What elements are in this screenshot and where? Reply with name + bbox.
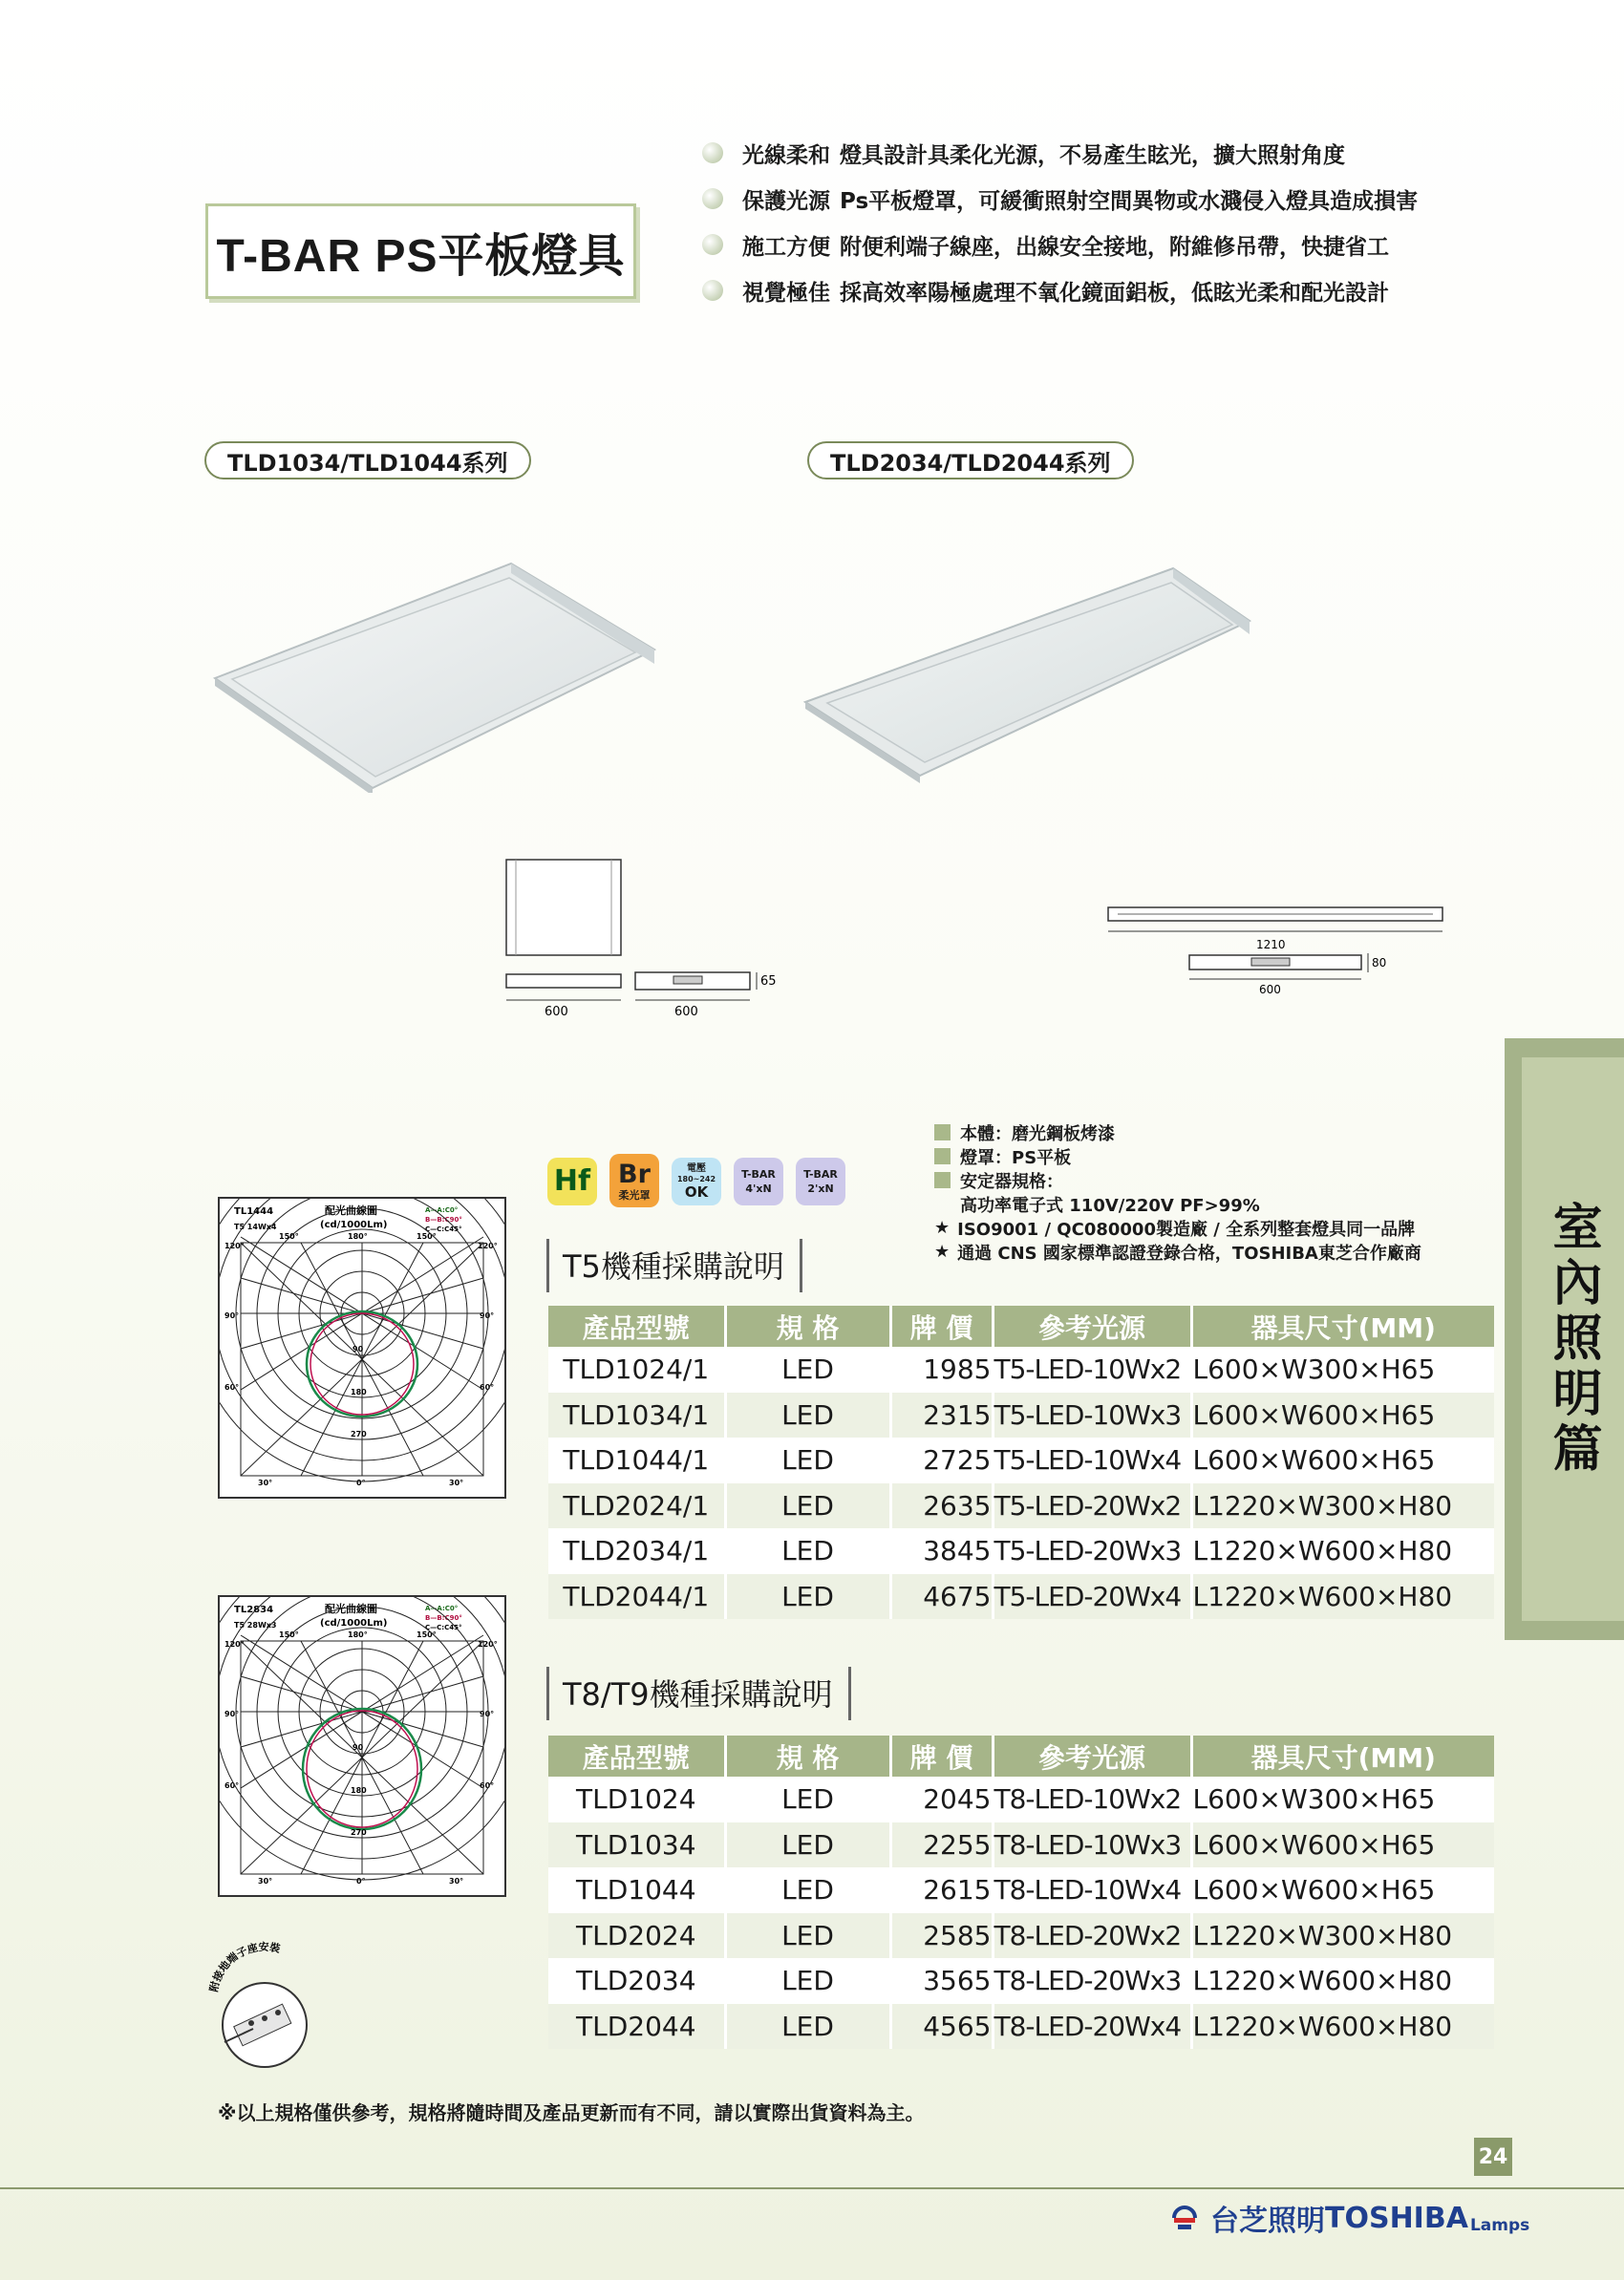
square-bullet-icon bbox=[934, 1148, 951, 1164]
cell-model: TLD2034/1 bbox=[548, 1528, 725, 1574]
spec-cover: 燈罩：PS平板 bbox=[960, 1147, 1072, 1168]
dim-width: 600 bbox=[1259, 983, 1281, 996]
cell-source: T8-LED-10Wx4 bbox=[993, 1867, 1191, 1913]
polar-angle: 180° bbox=[348, 1630, 368, 1639]
table-row bbox=[548, 1483, 1494, 1529]
square-bullet-icon bbox=[934, 1124, 951, 1140]
polar-title: 配光曲線圖 bbox=[325, 1204, 377, 1217]
table-row bbox=[548, 1822, 1494, 1868]
spec-cert-2: 通過 CNS 國家標準認證登錄合格，TOSHIBA東芝合作廠商 bbox=[957, 1243, 1421, 1264]
voltage-badge-top: 電壓 bbox=[687, 1162, 706, 1174]
feature-key: 保護光源 bbox=[742, 188, 830, 214]
voltage-badge-ok: OK bbox=[684, 1183, 709, 1201]
hf-badge-label: Hf bbox=[553, 1164, 591, 1198]
polar-angle: 0° bbox=[356, 1877, 366, 1886]
cell-spec: LED bbox=[725, 1777, 890, 1822]
polar-lamp: T5 14Wx4 bbox=[234, 1223, 277, 1231]
polar-angle: 150° bbox=[417, 1232, 437, 1241]
cell-model: TLD2024 bbox=[548, 1913, 725, 1959]
polar-angle: 0° bbox=[356, 1479, 366, 1487]
cell-source: T5-LED-10Wx4 bbox=[993, 1438, 1191, 1483]
polar-radius: 180 bbox=[351, 1388, 367, 1396]
col-header-model: 產品型號 bbox=[548, 1736, 725, 1777]
cell-source: T5-LED-10Wx2 bbox=[993, 1347, 1191, 1393]
tbar-4xn-badge bbox=[734, 1158, 783, 1205]
polar-angle: 150° bbox=[279, 1232, 299, 1241]
cell-price: 3845 bbox=[890, 1528, 993, 1574]
polar-angle: 30° bbox=[449, 1479, 464, 1487]
polar-unit: (cd/1000Lm) bbox=[320, 1618, 388, 1629]
polar-legend-b: B—B:C90° bbox=[425, 1216, 462, 1224]
polar-legend-b: B—B:C90° bbox=[425, 1614, 462, 1622]
tbar-2xn-badge bbox=[796, 1158, 845, 1205]
brand-name-en: TOSHIBA bbox=[1325, 2201, 1468, 2235]
cell-model: TLD2024/1 bbox=[548, 1483, 725, 1529]
br-badge-sub: 柔光罩 bbox=[618, 1188, 651, 1202]
cell-source: T8-LED-10Wx3 bbox=[993, 1822, 1191, 1868]
cell-spec: LED bbox=[725, 1528, 890, 1574]
spec-notes bbox=[934, 1120, 1421, 1264]
tbar-badge-top: T-BAR bbox=[741, 1168, 776, 1181]
feature-key: 光線柔和 bbox=[742, 142, 830, 168]
col-header-source: 參考光源 bbox=[993, 1306, 1191, 1347]
star-icon: ★ bbox=[934, 1242, 951, 1262]
cell-price: 2255 bbox=[890, 1822, 993, 1868]
cell-size: L1220×W300×H80 bbox=[1191, 1913, 1494, 1959]
cell-model: TLD1034 bbox=[548, 1822, 725, 1868]
polar-angle: 60° bbox=[224, 1383, 240, 1392]
br-badge bbox=[609, 1154, 659, 1207]
feature-item bbox=[702, 176, 1543, 222]
terminal-label: 附接地端子座安裝 bbox=[207, 1940, 282, 1993]
terminal-block-illustration bbox=[196, 1929, 334, 2073]
polar-grid bbox=[220, 1199, 504, 1481]
polar-angle: 90° bbox=[224, 1710, 240, 1718]
cell-price: 3565 bbox=[890, 1958, 993, 2004]
polar-angle: 150° bbox=[279, 1630, 299, 1639]
cell-price: 1985 bbox=[890, 1347, 993, 1393]
dimension-drawing-right bbox=[1099, 898, 1452, 1003]
polar-model: TL1444 bbox=[234, 1206, 274, 1217]
feature-list bbox=[702, 130, 1543, 313]
table-row bbox=[548, 2004, 1494, 2050]
tbar-badge-top: T-BAR bbox=[803, 1168, 838, 1181]
table-row bbox=[548, 1393, 1494, 1438]
cell-spec: LED bbox=[725, 2004, 890, 2050]
polar-angle: 60° bbox=[224, 1781, 240, 1790]
voltage-badge-range: 180~242 bbox=[676, 1174, 716, 1183]
feature-key: 視覺極佳 bbox=[742, 280, 830, 306]
polar-chart-1 bbox=[218, 1197, 506, 1499]
polar-angle: 30° bbox=[258, 1877, 273, 1886]
page-title: T-BAR PS平板燈具 bbox=[205, 203, 636, 299]
tbar-badge-bottom: 4'xN bbox=[745, 1183, 772, 1195]
feature-text: 燈具設計具柔化光源，不易產生眩光，擴大照射角度 bbox=[840, 142, 1345, 168]
spec-ballast: 安定器規格： bbox=[960, 1171, 1063, 1192]
footer-divider bbox=[0, 2187, 1624, 2189]
cell-price: 2725 bbox=[890, 1438, 993, 1483]
cell-spec: LED bbox=[725, 1574, 890, 1620]
polar-legend-a: A—A:C0° bbox=[425, 1206, 459, 1214]
cell-price: 2615 bbox=[890, 1867, 993, 1913]
cell-model: TLD1044 bbox=[548, 1867, 725, 1913]
spec-body: 本體：磨光鋼板烤漆 bbox=[960, 1123, 1115, 1144]
col-header-model: 產品型號 bbox=[548, 1306, 725, 1347]
cell-size: L600×W600×H65 bbox=[1191, 1822, 1494, 1868]
table-header-row bbox=[548, 1306, 1494, 1347]
cell-price: 4565 bbox=[890, 2004, 993, 2050]
cell-spec: LED bbox=[725, 1483, 890, 1529]
polar-chart-2 bbox=[218, 1595, 506, 1897]
col-header-price: 牌 價 bbox=[890, 1306, 993, 1347]
bullet-icon bbox=[702, 188, 723, 209]
col-header-spec: 規 格 bbox=[725, 1306, 890, 1347]
cell-size: L1220×W300×H80 bbox=[1191, 1483, 1494, 1529]
polar-title: 配光曲線圖 bbox=[325, 1603, 377, 1615]
br-badge-label: Br bbox=[618, 1159, 651, 1189]
feature-item bbox=[702, 130, 1543, 176]
brand-suffix: Lamps bbox=[1469, 2216, 1530, 2235]
cell-model: TLD1024/1 bbox=[548, 1347, 725, 1393]
spec-ballast-detail: 高功率電子式 110V/220V PF>99% bbox=[960, 1195, 1260, 1216]
table-row bbox=[548, 1777, 1494, 1822]
t8-section-heading: T8/T9機種採購說明 bbox=[546, 1667, 851, 1720]
col-header-size: 器具尺寸(MM) bbox=[1191, 1306, 1494, 1347]
dim-height: 80 bbox=[1372, 956, 1387, 970]
cell-size: L1220×W600×H80 bbox=[1191, 1958, 1494, 2004]
polar-radius: 270 bbox=[351, 1430, 367, 1438]
dim-length: 1210 bbox=[1256, 938, 1286, 951]
polar-angle: 60° bbox=[480, 1781, 495, 1790]
dim-height: 65 bbox=[760, 974, 777, 989]
cell-size: L1220×W600×H80 bbox=[1191, 2004, 1494, 2050]
cell-spec: LED bbox=[725, 1822, 890, 1868]
cell-size: L600×W300×H65 bbox=[1191, 1777, 1494, 1822]
polar-angle: 150° bbox=[417, 1630, 437, 1639]
hf-badge bbox=[547, 1158, 597, 1205]
feature-item bbox=[702, 222, 1543, 267]
cell-model: TLD2044/1 bbox=[548, 1574, 725, 1620]
cell-model: TLD1044/1 bbox=[548, 1438, 725, 1483]
polar-angle: 90° bbox=[480, 1311, 495, 1320]
polar-radius: 90 bbox=[353, 1743, 364, 1752]
polar-grid bbox=[220, 1597, 504, 1880]
spec-cert-1: ISO9001 / QC080000製造廠 / 全系列整套燈具同一品牌 bbox=[957, 1219, 1416, 1240]
table-row bbox=[548, 1438, 1494, 1483]
col-header-size: 器具尺寸(MM) bbox=[1191, 1736, 1494, 1777]
square-bullet-icon bbox=[934, 1172, 951, 1188]
series-label-right: TLD2034/TLD2044系列 bbox=[807, 441, 1134, 479]
polar-angle: 30° bbox=[449, 1877, 464, 1886]
cell-model: TLD2044 bbox=[548, 2004, 725, 2050]
cell-spec: LED bbox=[725, 1867, 890, 1913]
voltage-badge bbox=[672, 1158, 721, 1205]
cell-price: 2585 bbox=[890, 1913, 993, 1959]
brand-mark-icon bbox=[1170, 2204, 1205, 2232]
section-side-tab bbox=[1505, 1038, 1624, 1640]
polar-angle: 90° bbox=[224, 1311, 240, 1320]
col-header-price: 牌 價 bbox=[890, 1736, 993, 1777]
polar-angle: 120° bbox=[478, 1640, 498, 1649]
cell-spec: LED bbox=[725, 1913, 890, 1959]
polar-radius: 270 bbox=[351, 1828, 367, 1837]
dim-width-2: 600 bbox=[674, 1005, 698, 1019]
cell-source: T8-LED-20Wx2 bbox=[993, 1913, 1191, 1959]
t8-spec-table bbox=[548, 1736, 1494, 2049]
bullet-icon bbox=[702, 142, 723, 163]
cell-size: L600×W600×H65 bbox=[1191, 1438, 1494, 1483]
cell-spec: LED bbox=[725, 1958, 890, 2004]
cell-source: T8-LED-20Wx4 bbox=[993, 2004, 1191, 2050]
product-image-square-panel bbox=[196, 559, 664, 793]
cell-source: T8-LED-10Wx2 bbox=[993, 1777, 1191, 1822]
cell-source: T5-LED-20Wx3 bbox=[993, 1528, 1191, 1574]
cell-size: L1220×W600×H80 bbox=[1191, 1528, 1494, 1574]
cell-source: T5-LED-20Wx2 bbox=[993, 1483, 1191, 1529]
cell-source: T5-LED-20Wx4 bbox=[993, 1574, 1191, 1620]
dim-width-1: 600 bbox=[545, 1005, 568, 1019]
cell-model: TLD1024 bbox=[548, 1777, 725, 1822]
cell-price: 4675 bbox=[890, 1574, 993, 1620]
cell-price: 2635 bbox=[890, 1483, 993, 1529]
cell-price: 2045 bbox=[890, 1777, 993, 1822]
cell-size: L1220×W600×H80 bbox=[1191, 1574, 1494, 1620]
tbar-badge-bottom: 2'xN bbox=[807, 1183, 834, 1195]
feature-text: Ps平板燈罩，可緩衝照射空間異物或水濺侵入燈具造成損害 bbox=[840, 188, 1419, 214]
side-tab-label: 室內照明篇 bbox=[1544, 1201, 1601, 1478]
col-header-source: 參考光源 bbox=[993, 1736, 1191, 1777]
col-header-spec: 規 格 bbox=[725, 1736, 890, 1777]
table-row bbox=[548, 1867, 1494, 1913]
bullet-icon bbox=[702, 280, 723, 301]
polar-angle: 180° bbox=[348, 1232, 368, 1241]
cell-size: L600×W600×H65 bbox=[1191, 1867, 1494, 1913]
t5-spec-table bbox=[548, 1306, 1494, 1619]
polar-angle: 60° bbox=[480, 1383, 495, 1392]
disclaimer-note: ※以上規格僅供參考，規格將隨時間及產品更新而有不同，請以實際出貨資料為主。 bbox=[218, 2101, 925, 2124]
brand-name-cn: 台芝照明 bbox=[1210, 2205, 1325, 2238]
product-image-rect-panel bbox=[801, 564, 1259, 783]
feature-item bbox=[702, 267, 1543, 313]
table-row bbox=[548, 1574, 1494, 1620]
polar-legend-c: C—C:C45° bbox=[425, 1225, 462, 1233]
page-number: 24 bbox=[1474, 2138, 1512, 2176]
polar-unit: (cd/1000Lm) bbox=[320, 1220, 388, 1230]
polar-model: TL2834 bbox=[234, 1605, 274, 1615]
table-row bbox=[548, 1528, 1494, 1574]
cell-model: TLD2034 bbox=[548, 1958, 725, 2004]
dimension-drawing-left bbox=[497, 855, 783, 1027]
polar-angle: 30° bbox=[258, 1479, 273, 1487]
cell-source: T8-LED-20Wx3 bbox=[993, 1958, 1191, 2004]
series-label-left: TLD1034/TLD1044系列 bbox=[204, 441, 531, 479]
polar-angle: 120° bbox=[224, 1640, 245, 1649]
table-header-row bbox=[548, 1736, 1494, 1777]
cell-price: 2315 bbox=[890, 1393, 993, 1438]
cell-size: L600×W600×H65 bbox=[1191, 1393, 1494, 1438]
star-icon: ★ bbox=[934, 1218, 951, 1238]
table-row bbox=[548, 1958, 1494, 2004]
polar-angle: 90° bbox=[480, 1710, 495, 1718]
polar-legend-c: C—C:C45° bbox=[425, 1624, 462, 1631]
polar-radius: 90 bbox=[353, 1345, 364, 1353]
t5-section-heading: T5機種採購說明 bbox=[546, 1239, 802, 1292]
feature-text: 採高效率陽極處理不氧化鏡面鋁板，低眩光柔和配光設計 bbox=[840, 280, 1389, 306]
feature-key: 施工方便 bbox=[742, 234, 830, 260]
polar-radius: 180 bbox=[351, 1786, 367, 1795]
cell-source: T5-LED-10Wx3 bbox=[993, 1393, 1191, 1438]
bullet-icon bbox=[702, 234, 723, 255]
table-row bbox=[548, 1347, 1494, 1393]
table-row bbox=[548, 1913, 1494, 1959]
cell-spec: LED bbox=[725, 1347, 890, 1393]
cell-spec: LED bbox=[725, 1438, 890, 1483]
polar-legend-a: A—A:C0° bbox=[425, 1605, 459, 1612]
polar-angle: 120° bbox=[478, 1242, 498, 1250]
cell-model: TLD1034/1 bbox=[548, 1393, 725, 1438]
polar-angle: 120° bbox=[224, 1242, 245, 1250]
polar-lamp: T5 28Wx3 bbox=[234, 1621, 277, 1630]
cell-spec: LED bbox=[725, 1393, 890, 1438]
cell-size: L600×W300×H65 bbox=[1191, 1347, 1494, 1393]
feature-text: 附便利端子線座，出線安全接地，附維修吊帶，快捷省工 bbox=[840, 234, 1389, 260]
brand-logo bbox=[1170, 2197, 1529, 2239]
